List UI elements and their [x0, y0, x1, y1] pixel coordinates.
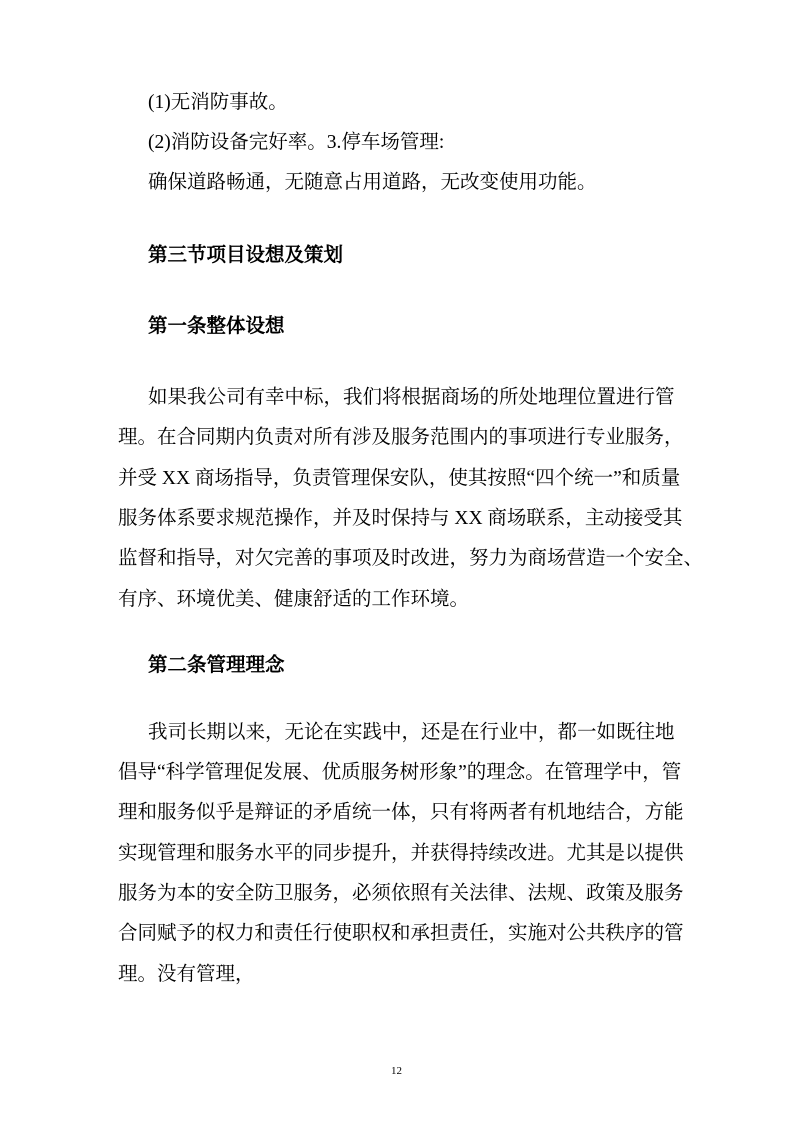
paragraph-line: 合同赋予的权力和责任行使职权和承担责任，实施对公共秩序的管	[118, 923, 684, 944]
paragraph-line: 理。在合同期内负责对所有涉及服务范围内的事项进行专业服务，	[118, 427, 684, 448]
paragraph-line: 如果我公司有幸中标，我们将根据商场的所处地理位置进行管	[148, 387, 675, 408]
paragraph-line: 并受 XX 商场指导，负责管理保安队，使其按照“四个统一”和质量	[118, 468, 681, 489]
article-heading: 第一条整体设想	[148, 314, 285, 337]
paragraph-line: 理。没有管理，	[118, 964, 255, 985]
section-heading: 第三节项目设想及策划	[148, 243, 344, 266]
paragraph-line: 倡导“科学管理促发展、优质服务树形象”的理念。在管理学中，管	[118, 762, 682, 783]
paragraph-line: 服务为本的安全防卫服务，必须依照有关法律、法规、政策及服务	[118, 883, 684, 904]
paragraph-line: 监督和指导，对欠完善的事项及时改进，努力为商场营造一个安全、	[118, 548, 704, 569]
list-item: (1)无消防事故。	[148, 92, 288, 113]
paragraph-line: 有序、环境优美、健康舒适的工作环境。	[118, 589, 470, 610]
paragraph-line: 实现管理和服务水平的同步提升，并获得持续改进。尤其是以提供	[118, 843, 684, 864]
paragraph-line: 理和服务似乎是辩证的矛盾统一体，只有将两者有机地结合，方能	[118, 802, 684, 823]
page-number: 12	[391, 1065, 402, 1077]
paragraph-line: 我司长期以来，无论在实践中，还是在行业中，都一如既往地	[148, 722, 675, 743]
article-heading: 第二条管理理念	[148, 653, 285, 676]
list-item: (2)消防设备完好率。3.停车场管理:	[148, 132, 445, 153]
paragraph-line: 确保道路畅通，无随意占用道路，无改变使用功能。	[148, 172, 597, 193]
paragraph-line: 服务体系要求规范操作，并及时保持与 XX 商场联系，主动接受其	[118, 508, 683, 529]
